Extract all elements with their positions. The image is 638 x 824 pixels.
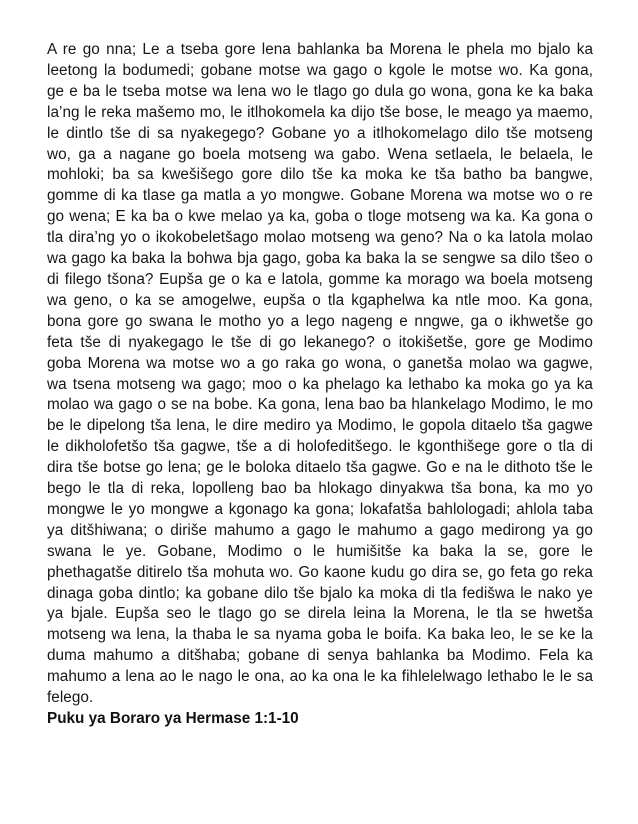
passage-citation: Puku ya Boraro ya Hermase 1:1-10 bbox=[47, 710, 299, 727]
document-page bbox=[47, 40, 593, 730]
passage-text: A re go nna; Le a tseba gore lena bahlanka ba Morena le phela mo bjalo ka leetong la bodumedi; gobane motse wa gago o kgole le motse wo. Ka gona, ge e ba le tseba motse wa lena wo le tlago go dula go wona, gona ke ka baka la’ng le reka mašemo mo, le itlhokomela ka dijo tše bose, le meago ya maemo, le dintlo tše di sa nyakegego? Gobane yo a itlhokomelago dilo tše motseng wo, ga a nagane go boela motseng wa gabo. Wena setlaela, le belaela, le mohloki; ba sa kwešišego gore dilo tše ka moka ke tša batho ba bangwe, gomme di ka tlase ga matla a yo mongwe. Gobane Morena wa motse wo o re go wena; E ka ba o kwe melao ya ka, goba o tloge motseng wa ka. Ka gona o tla dira’ng yo o ikokobeletšago molao motseng wa geno? Na o ka latola molao wa gago ka baka la bohwa bja gago, goba ka baka la se sengwe sa dilo tšeo o di filego tšona? Eupša ge o ka e latola, gomme ka morago wa boela motseng wa geno, o ka se amogelwe, eupša o tla kgaphelwa ka ntle moo. Ka gona, bona gore go swana le motho yo a lego nageng e nngwe, ga o ikhwetše go feta tše di nyakegago le tše di go lekanego? o itokišetše, gore ge Modimo goba Morena wa motse wo a go raka go wona, o ganetša molao wa gagwe, wa tsena motseng wa gago; moo o ka phelago ka lethabo ka moka go ya ka molao wa gago o se na bobe. Ka gona, lena bao ba hlankelago Modimo, le mo be le dipelong tša lena, le dire mediro ya Modimo, le gopola ditaelo tša gagwe le dikholofetšo tša gagwe, tše a di holofeditšego. le kgonthišege gore o tla di dira tše botse go lena; ge le boloka ditaelo tša gagwe. Go e na le dithoto tše le bego le tla di reka, lopolleng bao ba hlokago dinyakwa tša bona, ka mo yo mongwe le yo mongwe a kgonago ka gona; lokafatša bahlologadi; ahlola taba ya ditšhiwana; o diriše mahumo a gago le mahumo a gago medirong ya go swana le ye. Gobane, Modimo o le humišitše ka baka la se, gore le phethagatše ditirelo tša mohuta wo. Go kaone kudu go dira se, go feta go reka dinaga goba dintlo; ka gobane dilo tše bjalo ka moka di tla fedišwa le nako ye ya bjale. Eupša seo le tlago go se direla leina la Morena, le tla se hwetša motseng wa lena, la thaba le sa nyama goba le boifa. Ka baka leo, le se ke la duma mahumo a ditšhaba; gobane di senya bahlanka ba Modimo. Fela ka mahumo a lena ao le nago le ona, ao ka ona le ka fihlelelwago lethabo le le sa felego. bbox=[47, 41, 593, 707]
